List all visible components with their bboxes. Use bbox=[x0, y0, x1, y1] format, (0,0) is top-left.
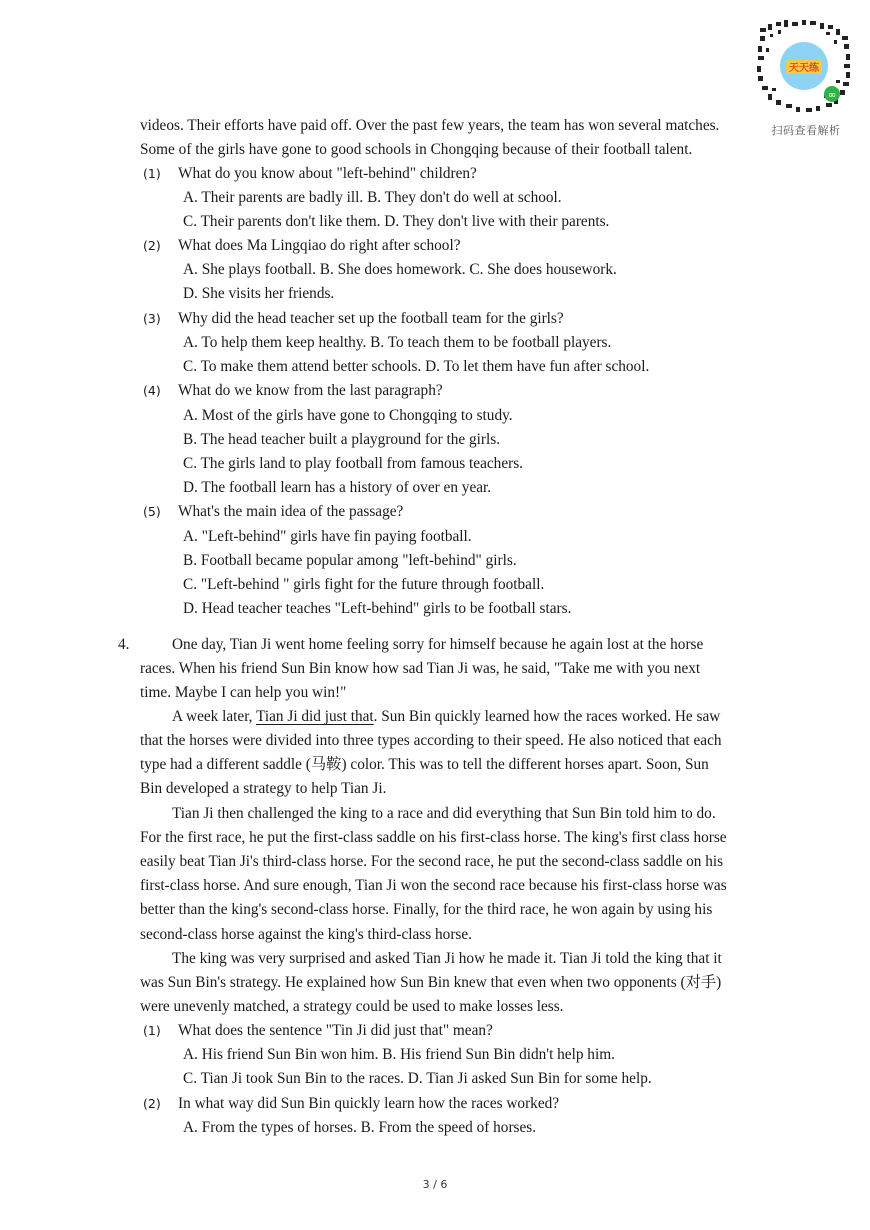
page-number: 3 / 6 bbox=[422, 1178, 448, 1191]
question-number: (2) bbox=[143, 1096, 161, 1111]
answer-option[interactable]: C. "Left-behind " girls fight for the future through football. bbox=[183, 576, 545, 593]
passage-line: were unevenly matched, a strategy could be used to make losses less. bbox=[140, 998, 564, 1015]
question-number: (1) bbox=[143, 166, 161, 181]
answer-option[interactable]: C. The girls land to play football from famous teachers. bbox=[183, 455, 523, 472]
question-number: (4) bbox=[143, 383, 161, 398]
answer-option[interactable]: D. She visits her friends. bbox=[183, 285, 335, 302]
question-text: What does Ma Lingqiao do right after school? bbox=[178, 237, 461, 254]
underlined-sentence: Tian Ji did just that bbox=[256, 708, 374, 725]
passage-text: . Sun Bin quickly learned how the races worked. He saw bbox=[373, 708, 721, 725]
passage-line: second-class horse against the king's third-class horse. bbox=[140, 926, 472, 943]
question-number: (5) bbox=[143, 504, 161, 519]
passage-line: easily beat Tian Ji's third-class horse. For the second race, he put the second-class saddle on his bbox=[140, 853, 724, 870]
question-text: What do you know about "left-behind" children? bbox=[178, 165, 477, 182]
passage-number: 4. bbox=[118, 636, 130, 653]
question-number: (3) bbox=[143, 311, 161, 326]
answer-option[interactable]: A. His friend Sun Bin won him. B. His friend Sun Bin didn't help him. bbox=[183, 1046, 615, 1063]
passage-line: The king was very surprised and asked Tian Ji how he made it. Tian Ji told the king that it bbox=[172, 950, 722, 967]
passage-line: Some of the girls have gone to good schools in Chongqing because of their football talent. bbox=[140, 141, 693, 158]
passage-line: was Sun Bin's strategy. He explained how Sun Bin knew that even when two opponents (对手) bbox=[140, 974, 722, 991]
passage-text: A week later, bbox=[172, 708, 257, 725]
answer-option[interactable]: A. "Left-behind" girls have fin paying football. bbox=[183, 528, 472, 545]
question-text: In what way did Sun Bin quickly learn how the races worked? bbox=[178, 1095, 560, 1112]
question-text: What do we know from the last paragraph? bbox=[178, 382, 443, 399]
passage-line: races. When his friend Sun Bin know how sad Tian Ji was, he said, "Take me with you next bbox=[140, 660, 701, 677]
answer-option[interactable]: A. She plays football. B. She does homework. C. She does housework. bbox=[183, 261, 617, 278]
qr-caption: 扫码查看解析 bbox=[771, 124, 841, 137]
answer-option[interactable]: A. From the types of horses. B. From the speed of horses. bbox=[183, 1119, 537, 1136]
passage-line: One day, Tian Ji went home feeling sorry for himself because he again lost at the horse bbox=[172, 636, 704, 653]
passage-line: type had a different saddle (马鞍) color. This was to tell the different horses apart. Soon, Sun bbox=[140, 756, 709, 773]
passage-line: that the horses were divided into three types according to their speed. He also noticed that each bbox=[140, 732, 722, 749]
passage-line: For the first race, he put the first-class saddle on his first-class horse. The king's first class horse bbox=[140, 829, 727, 846]
passage-line bbox=[172, 707, 720, 727]
passage-line: videos. Their efforts have paid off. Over the past few years, the team has won several matches. bbox=[140, 117, 720, 134]
qr-logo-text: 天天练 bbox=[789, 63, 819, 74]
answer-option[interactable]: B. The head teacher built a playground for the girls. bbox=[183, 431, 501, 448]
qr-code[interactable] bbox=[756, 18, 852, 114]
question-number: (2) bbox=[143, 238, 161, 253]
answer-option[interactable]: C. Their parents don't like them. D. They don't live with their parents. bbox=[183, 213, 610, 230]
answer-option[interactable]: A. Most of the girls have gone to Chongqing to study. bbox=[183, 407, 513, 424]
question-text: What's the main idea of the passage? bbox=[178, 503, 404, 520]
mini-program-icon: ∞ bbox=[827, 90, 837, 101]
answer-option[interactable]: A. To help them keep healthy. B. To teach them to be football players. bbox=[183, 334, 612, 351]
passage-line: better than the king's second-class horse. Finally, for the third race, he won again by using his bbox=[140, 901, 713, 918]
passage-line: Bin developed a strategy to help Tian Ji. bbox=[140, 780, 387, 797]
answer-option[interactable]: B. Football became popular among "left-behind" girls. bbox=[183, 552, 517, 569]
question-number: (1) bbox=[143, 1023, 161, 1038]
answer-option[interactable]: A. Their parents are badly ill. B. They don't do well at school. bbox=[183, 189, 562, 206]
qr-code-graphic bbox=[756, 18, 852, 114]
question-text: What does the sentence "Tin Ji did just that" mean? bbox=[178, 1022, 493, 1039]
answer-option[interactable]: D. The football learn has a history of over en year. bbox=[183, 479, 492, 496]
answer-option[interactable]: C. Tian Ji took Sun Bin to the races. D. Tian Ji asked Sun Bin for some help. bbox=[183, 1070, 652, 1087]
question-text: Why did the head teacher set up the football team for the girls? bbox=[178, 310, 564, 327]
passage-line: time. Maybe I can help you win!" bbox=[140, 684, 347, 701]
answer-option[interactable]: D. Head teacher teaches "Left-behind" girls to be football stars. bbox=[183, 600, 572, 617]
answer-option[interactable]: C. To make them attend better schools. D. To let them have fun after school. bbox=[183, 358, 650, 375]
passage-line: Tian Ji then challenged the king to a race and did everything that Sun Bin told him to do. bbox=[172, 805, 716, 822]
passage-line: first-class horse. And sure enough, Tian Ji won the second race because his first-class horse was bbox=[140, 877, 727, 894]
